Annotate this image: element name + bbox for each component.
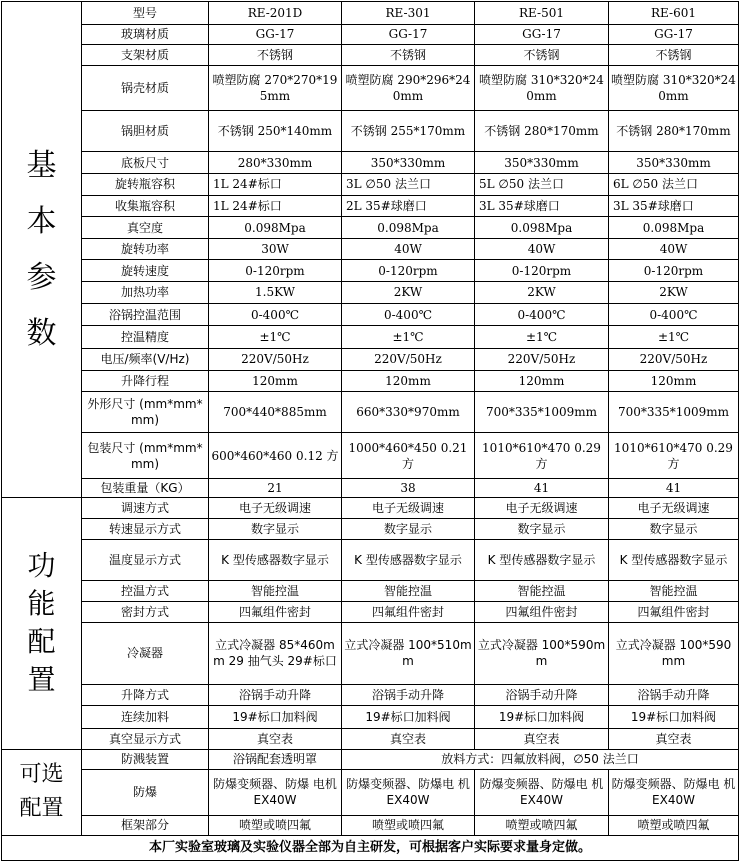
- spec-cell: 浴锅手动升降: [475, 684, 609, 706]
- spec-cell: 19#标口加料阀: [475, 706, 609, 729]
- spec-cell: 700*440*885mm: [209, 392, 342, 433]
- basic-row: [2, 238, 739, 260]
- spec-cell: 0.098Mpa: [475, 217, 609, 239]
- row-label: 支架材质: [82, 45, 209, 66]
- spec-cell: 四氟组件密封: [209, 602, 342, 623]
- spec-cell: 智能控温: [209, 580, 342, 602]
- spec-cell: 0-120rpm: [342, 260, 475, 282]
- spec-cell-merged: 放料方式：四氟放料阀，∅50 法兰口: [342, 749, 739, 770]
- row-label: 加热功率: [82, 282, 209, 304]
- spec-cell: 3L 35#球磨口: [475, 195, 609, 217]
- optional-row-frame: [2, 815, 739, 836]
- basic-row: [2, 349, 739, 371]
- group-char: 能: [27, 587, 56, 621]
- basic-row: [2, 392, 739, 433]
- spec-cell: 防爆变频器、防爆 电机 EX40W: [209, 770, 342, 815]
- header-row: [2, 2, 739, 25]
- function-row: [2, 518, 739, 539]
- spec-cell: 0.098Mpa: [209, 217, 342, 239]
- function-row: [2, 580, 739, 602]
- spec-cell: 数字显示: [209, 518, 342, 539]
- row-label: 收集瓶容积: [82, 195, 209, 217]
- spec-cell: 数字显示: [475, 518, 609, 539]
- spec-cell: 真空表: [209, 729, 342, 750]
- row-label: 包装重量（KG）: [82, 478, 209, 498]
- basic-row: [2, 433, 739, 478]
- row-label: 旋转速度: [82, 260, 209, 282]
- group-char: 本: [26, 203, 57, 239]
- group-char: 功: [27, 549, 56, 583]
- spec-cell: ±1℃: [475, 326, 609, 349]
- spec-cell: 280*330mm: [209, 152, 342, 174]
- spec-cell: 不锈钢: [209, 45, 342, 66]
- function-row: [2, 622, 739, 684]
- basic-row: [2, 45, 739, 66]
- spec-cell: 5L ∅50 法兰口: [475, 173, 609, 195]
- spec-cell: 喷塑防腐 310*320*240mm: [475, 65, 609, 110]
- model-2: RE-301: [342, 2, 475, 25]
- group-function-label: [2, 498, 82, 749]
- optional-row-splash: [2, 749, 739, 770]
- spec-cell: 喷塑防腐 290*296*240mm: [342, 65, 475, 110]
- row-label: 真空显示方式: [82, 729, 209, 750]
- basic-row: [2, 326, 739, 349]
- spec-cell: K 型传感器数字显示: [609, 539, 739, 580]
- basic-row: [2, 282, 739, 304]
- row-label: 升降方式: [82, 684, 209, 706]
- row-label: 连续加料: [82, 706, 209, 729]
- spec-cell: 真空表: [475, 729, 609, 750]
- group-char: 参: [26, 259, 57, 295]
- spec-cell: 不锈钢: [475, 45, 609, 66]
- spec-cell: 智能控温: [342, 580, 475, 602]
- row-label: 调速方式: [82, 498, 209, 519]
- spec-cell: GG-17: [475, 24, 609, 45]
- spec-cell: 喷塑或喷四氟: [475, 815, 609, 836]
- spec-cell: 防爆变频器、防爆电 机 EX40W: [609, 770, 739, 815]
- spec-cell: 不锈钢 280*170mm: [475, 111, 609, 152]
- spec-cell: 浴锅配套透明罩: [209, 749, 342, 770]
- row-label: 浴锅控温范围: [82, 303, 209, 326]
- basic-row: [2, 24, 739, 45]
- row-label: 防爆: [82, 770, 209, 815]
- spec-cell: 电子无级调速: [342, 498, 475, 519]
- spec-cell: 3L 35#球磨口: [609, 195, 739, 217]
- spec-cell: 立式冷凝器 100*590mm: [609, 622, 739, 684]
- spec-cell: 1L 24#标口: [209, 195, 342, 217]
- spec-cell: 四氟组件密封: [475, 602, 609, 623]
- basic-row: [2, 370, 739, 392]
- spec-cell: 120mm: [342, 370, 475, 392]
- function-row: [2, 706, 739, 729]
- spec-cell: 1010*610*470 0.29 方: [609, 433, 739, 478]
- spec-cell: 数字显示: [342, 518, 475, 539]
- basic-row: [2, 173, 739, 195]
- spec-cell: 30W: [209, 238, 342, 260]
- spec-cell: 220V/50Hz: [342, 349, 475, 371]
- spec-cell: 0-400℃: [609, 303, 739, 326]
- row-label: 电压/频率(V/Hz): [82, 349, 209, 371]
- basic-row: [2, 111, 739, 152]
- spec-cell: 0-400℃: [342, 303, 475, 326]
- optional-row-explosion: [2, 770, 739, 815]
- spec-cell: 0-400℃: [475, 303, 609, 326]
- spec-cell: 0-400℃: [209, 303, 342, 326]
- spec-table-body: [2, 2, 739, 861]
- basic-row: [2, 152, 739, 174]
- spec-cell: GG-17: [209, 24, 342, 45]
- row-label: 真空度: [82, 217, 209, 239]
- model-1: RE-201D: [209, 2, 342, 25]
- spec-cell: 四氟组件密封: [609, 602, 739, 623]
- row-label: 包装尺寸 (mm*mm*mm): [82, 433, 209, 478]
- spec-cell: 防爆变频器、防爆电 机 EX40W: [342, 770, 475, 815]
- spec-cell: 浴锅手动升降: [342, 684, 475, 706]
- spec-cell: 2KW: [342, 282, 475, 304]
- spec-cell: 3L ∅50 法兰口: [342, 173, 475, 195]
- spec-cell: 41: [609, 478, 739, 498]
- spec-cell: 电子无级调速: [475, 498, 609, 519]
- spec-cell: 41: [475, 478, 609, 498]
- row-label: 锅胆材质: [82, 111, 209, 152]
- spec-cell: 40W: [475, 238, 609, 260]
- model-4: RE-601: [609, 2, 739, 25]
- row-label: 外形尺寸 (mm*mm*mm): [82, 392, 209, 433]
- row-label: 玻璃材质: [82, 24, 209, 45]
- group-basic-label: [2, 2, 82, 498]
- spec-cell: 智能控温: [609, 580, 739, 602]
- spec-cell: K 型传感器数字显示: [342, 539, 475, 580]
- spec-cell: 1L 24#标口: [209, 173, 342, 195]
- spec-cell: 120mm: [209, 370, 342, 392]
- spec-cell: ±1℃: [209, 326, 342, 349]
- spec-cell: 220V/50Hz: [609, 349, 739, 371]
- group-basic-text: [3, 138, 80, 362]
- spec-cell: 喷塑防腐 310*320*240mm: [609, 65, 739, 110]
- row-label: 冷凝器: [82, 622, 209, 684]
- basic-row: [2, 303, 739, 326]
- spec-cell: 防爆变频器、防爆电 机 EX40W: [475, 770, 609, 815]
- row-label: 温度显示方式: [82, 539, 209, 580]
- spec-cell: 不锈钢: [609, 45, 739, 66]
- spec-cell: 2KW: [475, 282, 609, 304]
- row-label: 框架部分: [82, 815, 209, 836]
- row-label: 控温方式: [82, 580, 209, 602]
- spec-cell: GG-17: [342, 24, 475, 45]
- spec-cell: 1.5KW: [209, 282, 342, 304]
- spec-cell: 120mm: [475, 370, 609, 392]
- function-row: [2, 684, 739, 706]
- basic-row: [2, 65, 739, 110]
- spec-cell: 120mm: [609, 370, 739, 392]
- spec-cell: 19#标口加料阀: [609, 706, 739, 729]
- spec-cell: 0.098Mpa: [342, 217, 475, 239]
- spec-cell: 立式冷凝器 85*460mm 29 抽气头 29#标口: [209, 622, 342, 684]
- spec-cell: 0-120rpm: [609, 260, 739, 282]
- spec-cell: ±1℃: [342, 326, 475, 349]
- group-function-text: [3, 547, 80, 699]
- spec-cell: 2L 35#球磨口: [342, 195, 475, 217]
- spec-cell: 喷塑或喷四氟: [209, 815, 342, 836]
- spec-cell: 38: [342, 478, 475, 498]
- spec-cell: 真空表: [342, 729, 475, 750]
- footer-note: 本厂实验室玻璃及实验仪器全部为自主研发，可根据客户实际要求量身定做。: [2, 836, 739, 861]
- spec-cell: 700*335*1009mm: [609, 392, 739, 433]
- spec-cell: 0.098Mpa: [609, 217, 739, 239]
- function-row: [2, 539, 739, 580]
- row-label: 旋转瓶容积: [82, 173, 209, 195]
- footer-row: [2, 836, 739, 861]
- group-char: 置: [27, 663, 56, 697]
- spec-cell: 浴锅手动升降: [209, 684, 342, 706]
- spec-cell: 喷塑或喷四氟: [609, 815, 739, 836]
- row-label: 升降行程: [82, 370, 209, 392]
- spec-cell: 浴锅手动升降: [609, 684, 739, 706]
- spec-cell: 0-120rpm: [209, 260, 342, 282]
- basic-row: [2, 260, 739, 282]
- spec-cell: 1000*460*450 0.21 方: [342, 433, 475, 478]
- spec-cell: 220V/50Hz: [209, 349, 342, 371]
- spec-cell: 350*330mm: [342, 152, 475, 174]
- spec-cell: 喷塑或喷四氟: [342, 815, 475, 836]
- row-label: 旋转功率: [82, 238, 209, 260]
- spec-cell: 电子无级调速: [209, 498, 342, 519]
- spec-table: [1, 1, 739, 861]
- row-label: 防溅装置: [82, 749, 209, 770]
- spec-cell: 660*330*970mm: [342, 392, 475, 433]
- spec-cell: K 型传感器数字显示: [209, 539, 342, 580]
- row-label: 控温精度: [82, 326, 209, 349]
- spec-cell: 不锈钢 280*170mm: [609, 111, 739, 152]
- basic-row: [2, 195, 739, 217]
- spec-cell: 不锈钢 255*170mm: [342, 111, 475, 152]
- spec-cell: 6L ∅50 法兰口: [609, 173, 739, 195]
- spec-cell: 不锈钢 250*140mm: [209, 111, 342, 152]
- spec-cell: 立式冷凝器 100*590mm: [475, 622, 609, 684]
- spec-cell: 立式冷凝器 100*510mm: [342, 622, 475, 684]
- group-char: 配: [27, 625, 56, 659]
- spec-cell: 350*330mm: [475, 152, 609, 174]
- spec-cell: 四氟组件密封: [342, 602, 475, 623]
- function-row: [2, 729, 739, 750]
- model-3: RE-501: [475, 2, 609, 25]
- basic-row: [2, 478, 739, 498]
- spec-cell: 不锈钢: [342, 45, 475, 66]
- spec-cell: 2KW: [609, 282, 739, 304]
- group-char: 数: [26, 315, 57, 351]
- spec-cell: 40W: [342, 238, 475, 260]
- function-row: [2, 602, 739, 623]
- spec-cell: 真空表: [609, 729, 739, 750]
- spec-cell: 1010*610*470 0.29 方: [475, 433, 609, 478]
- spec-cell: K 型传感器数字显示: [475, 539, 609, 580]
- spec-cell: 220V/50Hz: [475, 349, 609, 371]
- group-optional-line2: 配置: [19, 796, 64, 822]
- group-optional-line1: 可选: [19, 762, 64, 788]
- spec-cell: 21: [209, 478, 342, 498]
- spec-cell: 350*330mm: [609, 152, 739, 174]
- spec-cell: 智能控温: [475, 580, 609, 602]
- spec-cell: 19#标口加料阀: [342, 706, 475, 729]
- spec-cell: 喷塑防腐 270*270*195mm: [209, 65, 342, 110]
- spec-cell: 0-120rpm: [475, 260, 609, 282]
- spec-cell: 40W: [609, 238, 739, 260]
- spec-cell: ±1℃: [609, 326, 739, 349]
- group-char: 基: [26, 147, 57, 183]
- spec-cell: 700*335*1009mm: [475, 392, 609, 433]
- spec-cell: 19#标口加料阀: [209, 706, 342, 729]
- row-label: 转速显示方式: [82, 518, 209, 539]
- spec-cell: 电子无级调速: [609, 498, 739, 519]
- spec-cell: 600*460*460 0.12 方: [209, 433, 342, 478]
- row-label: 锅壳材质: [82, 65, 209, 110]
- basic-row: [2, 217, 739, 239]
- row-label: 底板尺寸: [82, 152, 209, 174]
- function-row: [2, 498, 739, 519]
- row-label: 密封方式: [82, 602, 209, 623]
- spec-cell: GG-17: [609, 24, 739, 45]
- header-label: 型号: [82, 2, 209, 25]
- group-optional-label: [2, 749, 82, 836]
- spec-cell: 数字显示: [609, 518, 739, 539]
